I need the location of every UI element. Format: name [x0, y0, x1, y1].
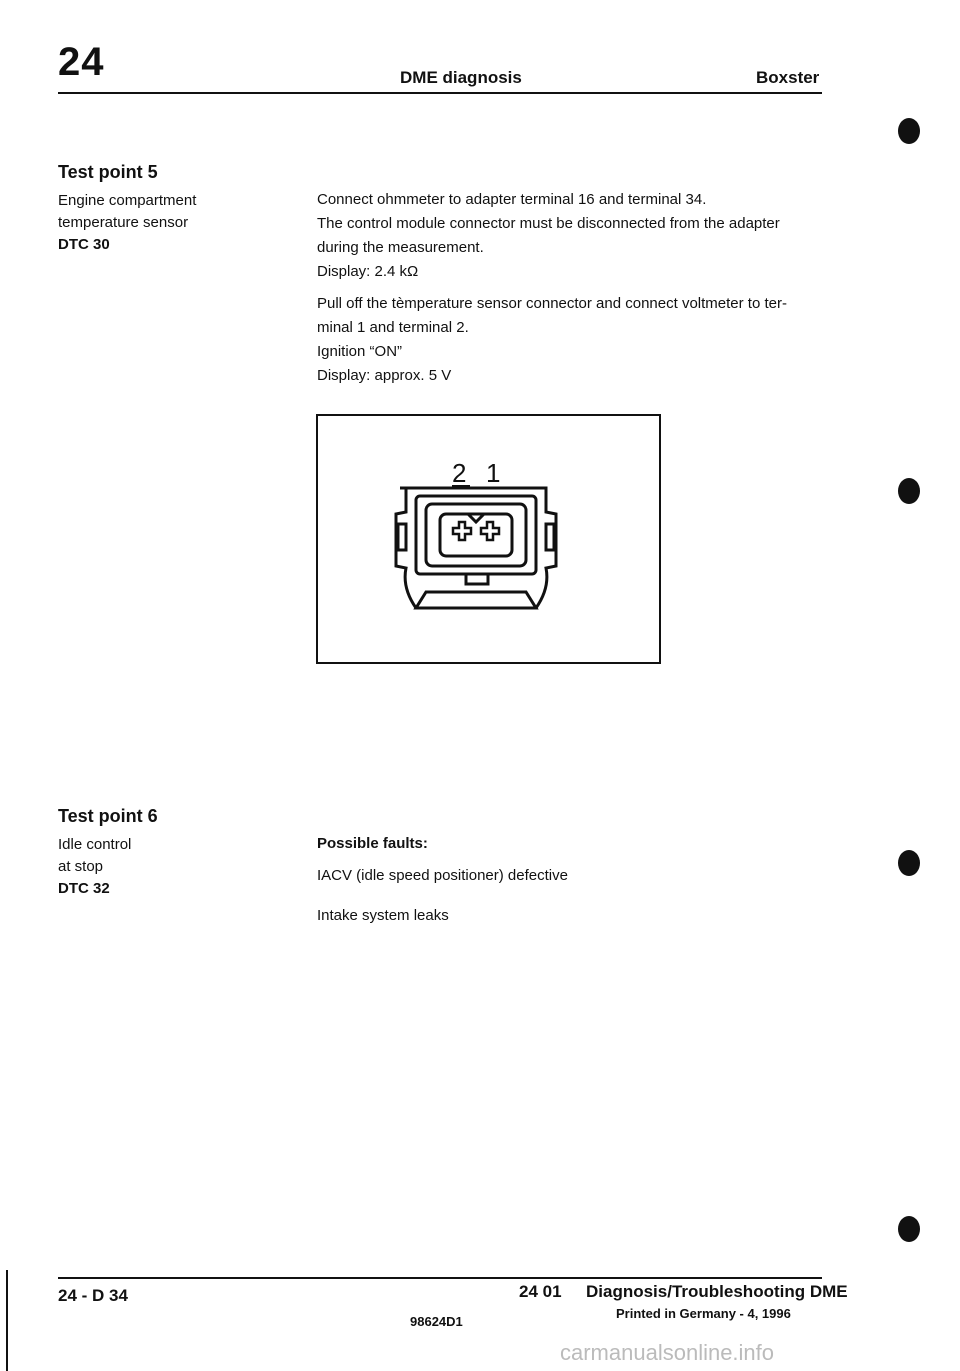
printed-note: Printed in Germany - 4, 1996 [616, 1306, 791, 1321]
connector-drawing [318, 416, 659, 662]
component-line: Idle control [58, 836, 132, 853]
test-point-5-heading: Test point 5 [58, 162, 158, 182]
test-point-5-component [58, 190, 196, 256]
possible-faults-heading: Possible faults: [317, 835, 428, 852]
punch-hole [898, 1216, 920, 1242]
test-point-5-instructions [317, 188, 837, 284]
instruction-line: during the measurement. [317, 239, 484, 256]
pin-label-1: 1 [486, 458, 501, 488]
component-line: Engine compartment [58, 192, 197, 209]
instruction-line: Pull off the tèmperature sensor connector and connect voltmeter to ter- [317, 295, 787, 312]
instruction-line: The control module connector must be disconnected from the adapter [317, 215, 780, 232]
punch-hole [898, 478, 920, 504]
document-code: 98624D1 [410, 1314, 463, 1329]
group-number: 24 01 [519, 1282, 562, 1301]
chapter-number: 24 [58, 40, 105, 84]
watermark: carmanualsonline.info [560, 1340, 775, 1365]
instruction-line: Display: approx. 5 V [317, 367, 452, 384]
connector-housing [396, 488, 556, 608]
instruction-line: Ignition “ON” [317, 343, 403, 360]
instruction-line: minal 1 and terminal 2. [317, 319, 469, 336]
punch-hole [898, 850, 920, 876]
fault-item: Intake system leaks [317, 907, 449, 924]
fault-item: IACV (idle speed positioner) defective [317, 867, 568, 884]
pin-cavities [453, 522, 499, 540]
pin-label-2: 2 [452, 458, 467, 488]
header-title: DME diagnosis [400, 68, 522, 87]
test-point-6-heading: Test point 6 [58, 806, 158, 826]
binding-edge [6, 1270, 8, 1371]
connector-figure [316, 414, 661, 664]
component-line: at stop [58, 858, 104, 875]
page-number: 24 - D 34 [58, 1286, 128, 1305]
punch-hole [898, 118, 920, 144]
component-line: temperature sensor [58, 214, 189, 231]
test-point-5-instructions-2 [317, 292, 837, 388]
dtc-code: DTC 30 [58, 236, 110, 253]
dtc-code: DTC 32 [58, 880, 110, 897]
header-rule [58, 92, 822, 94]
instruction-line: Connect ohmmeter to adapter terminal 16 and terminal 34. [317, 191, 707, 208]
footer-rule [58, 1277, 822, 1279]
test-point-6-component [58, 834, 131, 900]
header-model: Boxster [756, 68, 820, 87]
instruction-line: Display: 2.4 kΩ [317, 263, 419, 280]
section-title: Diagnosis/Troubleshooting DME [586, 1282, 848, 1301]
